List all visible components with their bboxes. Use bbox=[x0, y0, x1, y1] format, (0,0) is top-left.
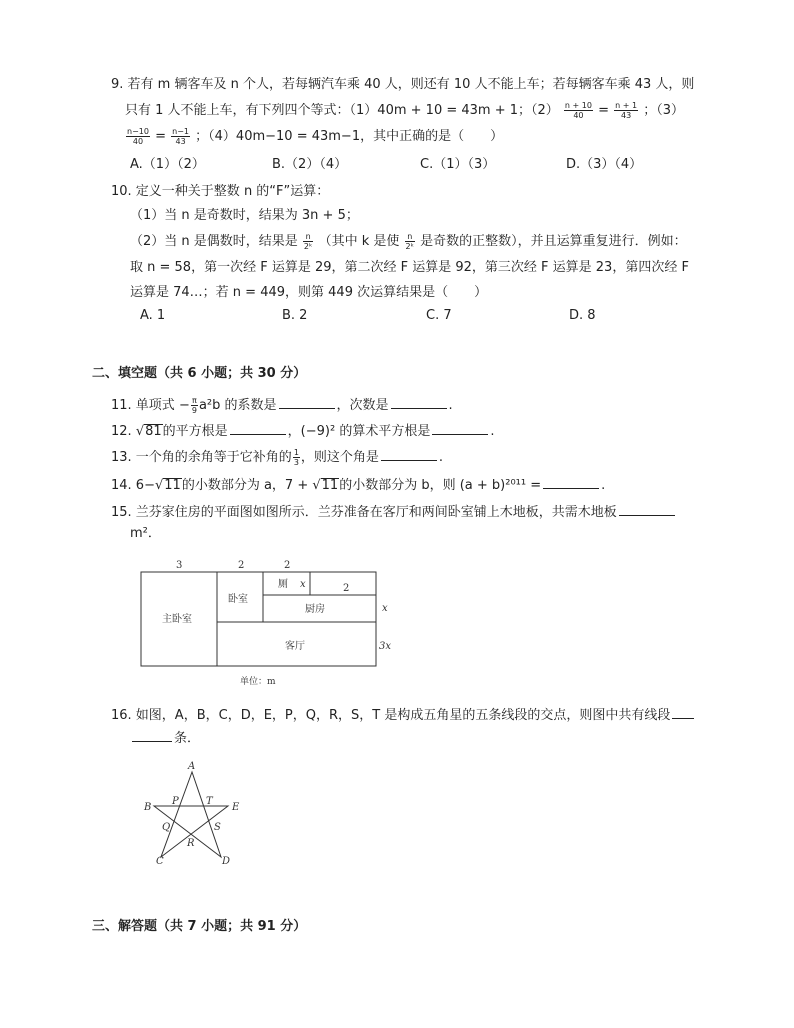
q11-blank-1[interactable] bbox=[279, 396, 335, 409]
pentagram-diagram bbox=[140, 758, 250, 868]
q10-line2: （1）当 n 是奇数时，结果为 3n + 5； bbox=[130, 208, 359, 223]
room-living-room: 客厅 bbox=[285, 641, 305, 652]
q12: 12. √81的平方根是 ，(−9)² 的算术平方根是 . bbox=[111, 424, 495, 439]
dim-top-3: 3 bbox=[176, 560, 183, 571]
q10-line4: 取 n = 58，第一次经 F 运算是 29，第二次经 F 运算是 92，第三次经 F 运算是 23，第四次经 F bbox=[130, 260, 689, 275]
dim-x1: x bbox=[300, 579, 306, 590]
star-label-a: A bbox=[188, 761, 196, 772]
q10-line1: 10. 定义一种关于整数 n 的“F”运算： bbox=[111, 184, 330, 199]
q10-option-c[interactable]: C. 7 bbox=[426, 308, 452, 323]
q11: 11. 单项式 − $\frac{\pi}{9}$ a²b 的系数是 ，次数是 . bbox=[111, 396, 453, 415]
dim-top-2c: 2 bbox=[343, 583, 350, 594]
dim-top-2a: 2 bbox=[238, 560, 245, 571]
q15-blank[interactable] bbox=[619, 503, 675, 516]
q10-fraction-1: $\frac{n}{\text{2ᵏ}}$ bbox=[303, 232, 313, 251]
q9-line2: 只有 1 人不能上车，有下列四个等式：（1）40m + 10 = 43m + 1；（2） $\frac{n + 10}{40}$ = $\frac{n + 1}{43}$ ；（3） bbox=[125, 101, 685, 120]
room-kitchen: 厨房 bbox=[305, 604, 325, 615]
room-master-bedroom: 主卧室 bbox=[162, 614, 192, 625]
q16-line2: 条． bbox=[130, 729, 200, 748]
q13-fraction: $\frac{1}{3}$ bbox=[293, 448, 299, 467]
q9-fraction-2: $\frac{n + 1}{43}$ bbox=[615, 101, 638, 120]
q12-blank-2[interactable] bbox=[432, 422, 488, 435]
star-label-s: S bbox=[214, 822, 221, 833]
q9-option-a[interactable]: A.（1）（2） bbox=[130, 157, 205, 172]
q14-blank[interactable] bbox=[543, 476, 599, 489]
dim-top-2b: 2 bbox=[284, 560, 291, 571]
q9-line1: 9. 若有 m 辆客车及 n 个人，若每辆汽车乘 40 人，则还有 10 人不能上车；若每辆客车乘 43 人，则 bbox=[111, 77, 695, 92]
section-3-heading: 三、解答题（共 7 小题；共 91 分） bbox=[92, 919, 307, 934]
q10-option-b[interactable]: B. 2 bbox=[282, 308, 308, 323]
q16-blank-part2[interactable] bbox=[132, 729, 172, 742]
q9-fraction-3: $\frac{n-10}{40}$ bbox=[127, 127, 149, 146]
q9-fraction-4: $\frac{n-1}{43}$ bbox=[172, 127, 190, 146]
star-label-d: D bbox=[222, 856, 231, 867]
q15-line2: m²． bbox=[130, 526, 161, 541]
star-label-q: Q bbox=[162, 822, 171, 833]
q9-option-b[interactable]: B.（2）（4） bbox=[272, 157, 348, 172]
dim-3x: 3x bbox=[379, 641, 392, 652]
q9-option-d[interactable]: D.（3）（4） bbox=[566, 157, 643, 172]
q9-fraction-1: $\frac{n + 10}{40}$ bbox=[564, 101, 592, 120]
q11-blank-2[interactable] bbox=[391, 396, 447, 409]
q10-option-d[interactable]: D. 8 bbox=[569, 308, 596, 323]
star-label-p: P bbox=[172, 796, 179, 807]
q11-fraction: $\frac{\pi}{9}$ bbox=[191, 396, 197, 415]
q10-line3: （2）当 n 是偶数时，结果是 $\frac{n}{\text{2ᵏ}}$ （其中 k 是使 $\frac{n}{\text{2ᵏ}}$ 是奇数的正整数），并且运算重复进行．例如： bbox=[130, 232, 687, 251]
q16-line1: 16. 如图，A，B，C，D，E，P，Q，R，S，T 是构成五角星的五条线段的交点，则图中共有线段 bbox=[111, 706, 696, 725]
q13-blank[interactable] bbox=[381, 448, 437, 461]
star-label-c: C bbox=[156, 856, 164, 867]
q14: 14. 6−√11的小数部分为 a，7 + √11的小数部分为 b，则 (a + b)²⁰¹¹ = . bbox=[111, 478, 606, 493]
q10-fraction-2: $\frac{n}{\text{2ᵏ}}$ bbox=[405, 232, 414, 251]
unit-label: 单位：m bbox=[240, 677, 276, 687]
star-label-t: T bbox=[206, 796, 213, 807]
dim-x2: x bbox=[382, 603, 388, 614]
room-toilet: 厕 bbox=[278, 579, 288, 590]
star-label-e: E bbox=[232, 802, 240, 813]
floor-plan-diagram bbox=[130, 555, 400, 690]
q13: 13. 一个角的余角等于它补角的 $\frac{1}{3}$ ，则这个角是 . bbox=[111, 448, 444, 467]
q10-line5: 运算是 74…；若 n = 449，则第 449 次运算结果是（ ） bbox=[130, 285, 488, 300]
star-label-b: B bbox=[144, 802, 152, 813]
q15-line1: 15. 兰芬家住房的平面图如图所示．兰芬准备在客厅和两间卧室铺上木地板，共需木地板 bbox=[111, 503, 677, 522]
q10-option-a[interactable]: A. 1 bbox=[140, 308, 166, 323]
q12-blank-1[interactable] bbox=[230, 422, 286, 435]
q9-option-c[interactable]: C.（1）（3） bbox=[420, 157, 496, 172]
q9-line3: $\frac{n-10}{40}$ = $\frac{n-1}{43}$ ；（4）40m−10 = 43m−1，其中正确的是（ ） bbox=[127, 127, 504, 146]
section-2-heading: 二、填空题（共 6 小题；共 30 分） bbox=[92, 366, 307, 381]
q16-blank-part1[interactable] bbox=[672, 706, 694, 719]
star-label-r: R bbox=[187, 838, 195, 849]
room-bedroom: 卧室 bbox=[228, 594, 248, 605]
